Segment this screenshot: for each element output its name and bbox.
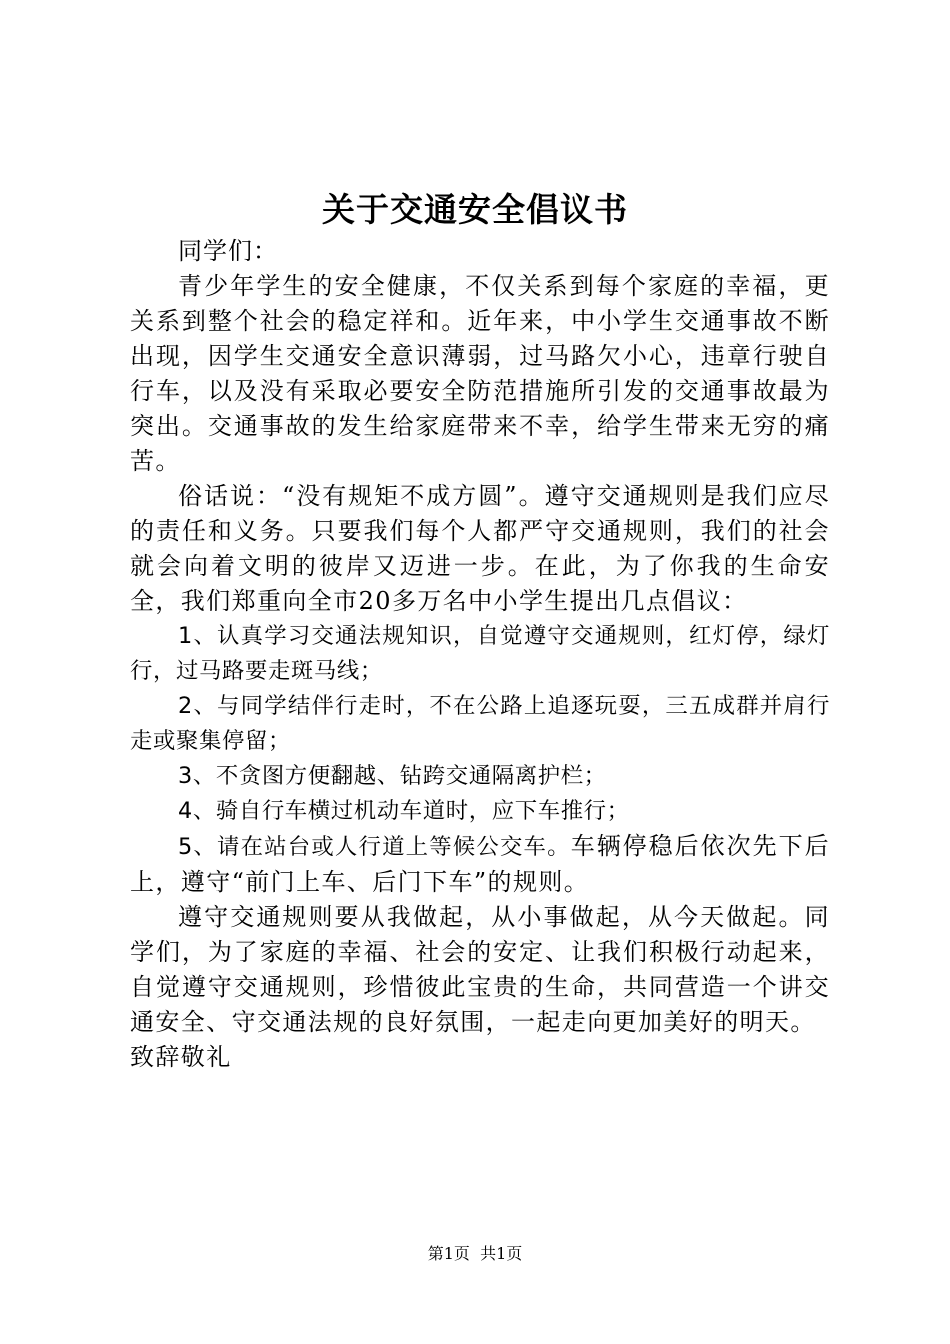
closing-line: 致辞敬礼 <box>130 1043 232 1071</box>
document-title: 关于交通安全倡议书 <box>322 190 628 229</box>
paragraph-intro: 青少年学生的安全健康，不仅关系到每个家庭的幸福，更关系到整个社会的稳定祥和。近年来，中小学生交通事故不断出现，因学生交通安全意识薄弱，过马路欠小心，违章行驶自行车，以及没有采取必要安全防范措施所引发的交通事故最为突出。交通事故的发生给家庭带来不幸，给学生带来无穷的痛苦。 <box>130 272 830 475</box>
proposal-item-4: 4、骑自行车横过机动车道时，应下车推行； <box>178 798 630 824</box>
proposal-item-2: 2、与同学结伴行走时，不在公路上追逐玩耍，三五成群并肩行走或聚集停留； <box>130 693 830 754</box>
salutation: 同学们： <box>178 237 278 265</box>
paragraph-conclusion: 遵守交通规则要从我做起，从小事做起，从今天做起。同学们，为了家庭的幸福、社会的安定、让我们积极行动起来，自觉遵守交通规则，珍惜彼此宝贵的生命，共同营造一个讲交通安全、守交通法规的良好氛围，一起走向更加美好的明天。 <box>130 903 830 1036</box>
proposal-item-5-rest: 车辆停稳后依次先下后上，遵守“前门上车、后门下车”的规则。 <box>130 832 830 896</box>
proposal-item-5 <box>130 829 830 900</box>
page-footer <box>0 1242 950 1266</box>
document-body <box>130 234 830 1075</box>
paragraph-proverb: 俗话说：“没有规矩不成方圆”。遵守交通规则是我们应尽的责任和义务。只要我们每个人都严守交通规则，我们的社会就会向着文明的彼岸又迈进一步。在此，为了你我的生命安全，我们郑重向全市20多万名中小学生提出几点倡议： <box>130 482 830 615</box>
footer-separator <box>470 1244 480 1263</box>
proposal-item-5-lead: 5、请在站台或人行道上等候公交车。 <box>178 834 571 860</box>
proposal-item-1: 1、认真学习交通法规知识，自觉遵守交通规则，红灯停，绿灯行，过马路要走斑马线； <box>130 623 830 684</box>
proposal-item-3: 3、不贪图方便翻越、钻跨交通隔离护栏； <box>178 763 607 789</box>
page-total: 共1页 <box>480 1244 523 1263</box>
page-number: 第1页 <box>427 1244 470 1263</box>
